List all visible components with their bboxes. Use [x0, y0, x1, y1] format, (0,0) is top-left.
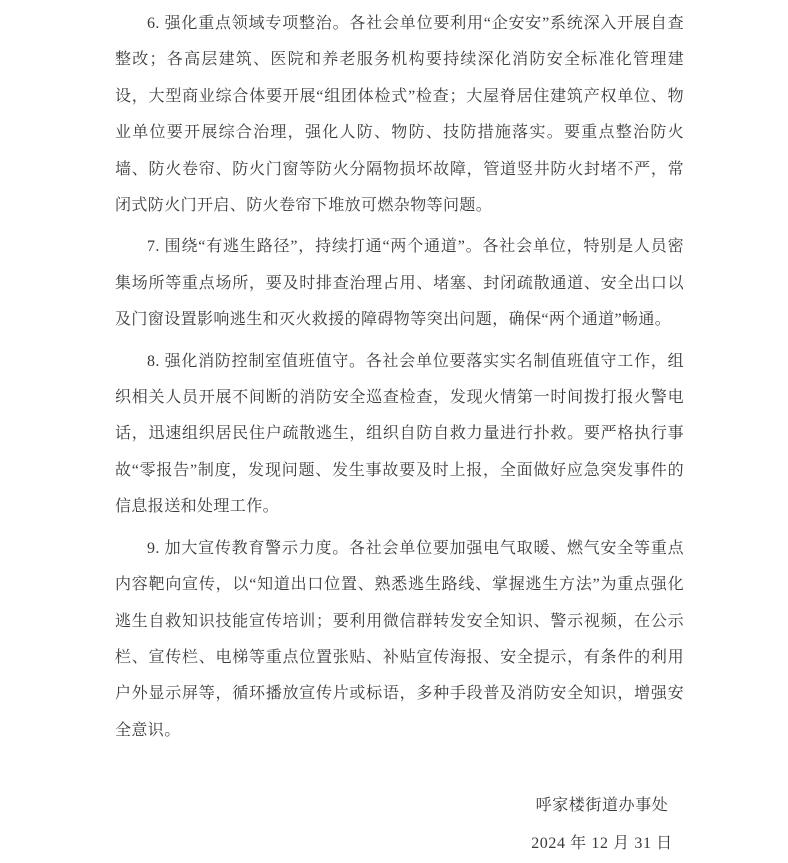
paragraph-7: 7. 围绕“有逃生路径”，持续打通“两个通道”。各社会单位，特别是人员密集场所等重点场所，要及时排查治理占用、堵塞、封闭疏散通道、安全出口以及门窗设置影响逃生和灭火救援的障碍物等突出问题，确保“两个通道”畅通。	[115, 238, 684, 329]
signature-date: 2024 年 12 月 31 日	[531, 835, 673, 853]
document-body	[115, 6, 684, 749]
paragraph-9: 9. 加大宣传教育警示力度。各社会单位要加强电气取暖、燃气安全等重点内容靶向宣传，以“知道出口位置、熟悉逃生路线、掌握逃生方法”为重点强化逃生自救知识技能宣传培训；要利用微信群转发安全知识、警示视频，在公示栏、宣传栏、电梯等重点位置张贴、补贴宣传海报、安全提示，有条件的利用户外显示屏等，循环播放宣传片或标语，多种手段普及消防安全知识，增强安全意识。	[115, 539, 684, 739]
paragraph-6: 6. 强化重点领域专项整治。各社会单位要利用“企安安”系统深入开展自查整改；各高层建筑、医院和养老服务机构要持续深化消防安全标准化管理建设，大型商业综合体要开展“组团体检式”检查；大屋脊居住建筑产权单位、物业单位要开展综合治理，强化人防、物防、技防措施落实。要重点整治防火墙、防火卷帘、防火门窗等防火分隔物损坏故障，管道竖井防火封堵不严，常闭式防火门开启、防火卷帘下堆放可燃杂物等问题。	[115, 15, 684, 215]
signature-org: 呼家楼街道办事处	[535, 797, 669, 815]
paragraph-8: 8. 强化消防控制室值班值守。各社会单位要落实实名制值班值守工作，组织相关人员开展不间断的消防安全巡查检查，发现火情第一时间拨打报火警电话，迅速组织居民住户疏散逃生，组织自防自救力量进行扑救。要严格执行事故“零报告”制度，发现问题、发生事故要及时上报，全面做好应急突发事件的信息报送和处理工作。	[115, 352, 684, 516]
signature-block	[520, 787, 684, 863]
